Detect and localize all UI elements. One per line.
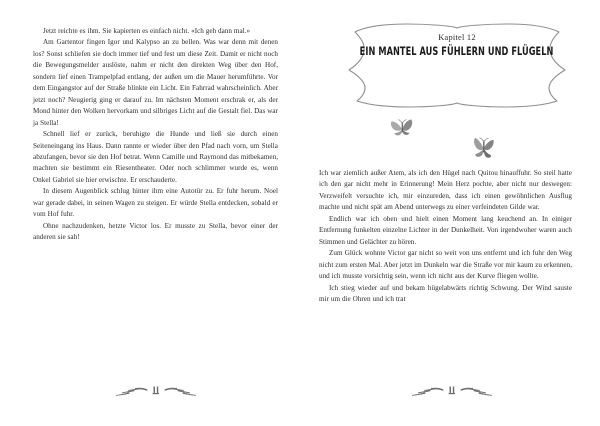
- chapter-heading-banner: [333, 18, 581, 110]
- paragraph: Endlich war ich oben und hielt einen Moment lang keuchend an. In einiger Entfernung funkelten einzelne Lichter in der Dunkelheit. Von irgendwoher waren auch Stimmen und Gelächter zu hören.: [319, 214, 572, 246]
- right-page-ornament: [300, 384, 600, 400]
- chapter-title: EIN MANTEL AUS FÜHLERN UND FLÜGELN: [360, 44, 554, 59]
- paragraph: Am Gartentor fingen Igor und Kalypso an zu bellen. Was war denn mit denen los? Sonst schliefen sie doch immer tief und fest um diese Zeit. Damit er nicht noch die Bewegungsmelder auslöste, nahm er nicht den direkten Weg über den Hof, sondern lief einen Trampelpfad entlang, der außen um die Mauer herumführte. Vor dem Eingangstor auf der Straße blinkte ein Licht. Ein Fahrrad wahrscheinlich. Aber jetzt noch? Neugierig ging er darauf zu. Im nächsten Moment erschrak er, als der Mond hinter den Wolken hervorkam und silbriges Licht auf die Gestalt fiel. Das war ja Stella!: [33, 38, 278, 127]
- paragraph: Ich war ziemlich außer Atem, als ich den Hügel nach Quitou hinauffuhr. So steil hatte ich den gar nicht mehr in Erinnerung! Mein Herz pochte, aber nicht nur deswegen: Verzweifelt versuchte ich, mir einzureden, dass ich einen gewöhnlichen Ausflug machte und nicht spät am Abend unterwegs zu einer verfeindeten Gilde war.: [319, 169, 572, 212]
- butterfly-decoration-group: [333, 112, 581, 168]
- right-page-body-text: [319, 168, 572, 305]
- paragraph: Ohne nachzudenken, hetzte Victor los. Er musste zu Stella, bevor einer der anderen sie sah!: [33, 221, 278, 242]
- right-book-page: [300, 0, 600, 426]
- chapter-number-label: Kapitel 12: [438, 33, 476, 42]
- left-page-ornament: [0, 384, 306, 400]
- feather-flourish-ornament-icon: [410, 384, 494, 400]
- left-page-body-text: [33, 26, 278, 244]
- paragraph: Jetzt reichte es ihm. Sie kapierten es einfach nicht. «Ich geh dann mal.»: [43, 27, 251, 35]
- banner-text-container: [333, 18, 581, 110]
- paragraph: Schnell lief er zurück, beruhigte die Hunde und ließ sie durch einen Seiteneingang ins Haus. Dann rannte er wieder über den Pfad nach vorn, um Stella abzufangen, bevor sie den Hof betrat. Wenn Camille und Raymond das mitbekamen, machten sie bestimmt ein Riesentheater. Oder noch schlimmer wurde es, wenn Onkel Gabriel sie hier erwischte. Er erschauderte.: [33, 130, 278, 184]
- paragraph: Zum Glück wohnte Victor gar nicht so weit von uns entfernt und ich fuhr den Weg nicht zum ersten Mal. Aber jetzt im Dunkeln war die Straße vor mir kaum zu erkennen, und ich musste vorsichtig sein, wenn ich nicht aus der Kurve fliegen wollte.: [319, 249, 572, 281]
- butterfly-decoration-left-icon: [389, 118, 415, 138]
- paragraph: Ich stieg wieder auf und bekam hügelabwärts richtig Schwung. Der Wind sauste mir um die Ohren und ich trat: [319, 283, 572, 303]
- paragraph: In diesem Augenblick schlug hinter ihm eine Autotür zu. Er fuhr herum. Noel war gerade dabei, in seinen Wagen zu steigen. Er würde Stella entdecken, sobald er vom Hof fuhr.: [33, 187, 278, 219]
- feather-flourish-ornament-icon: [114, 384, 198, 400]
- butterfly-decoration-right-icon: [471, 136, 499, 160]
